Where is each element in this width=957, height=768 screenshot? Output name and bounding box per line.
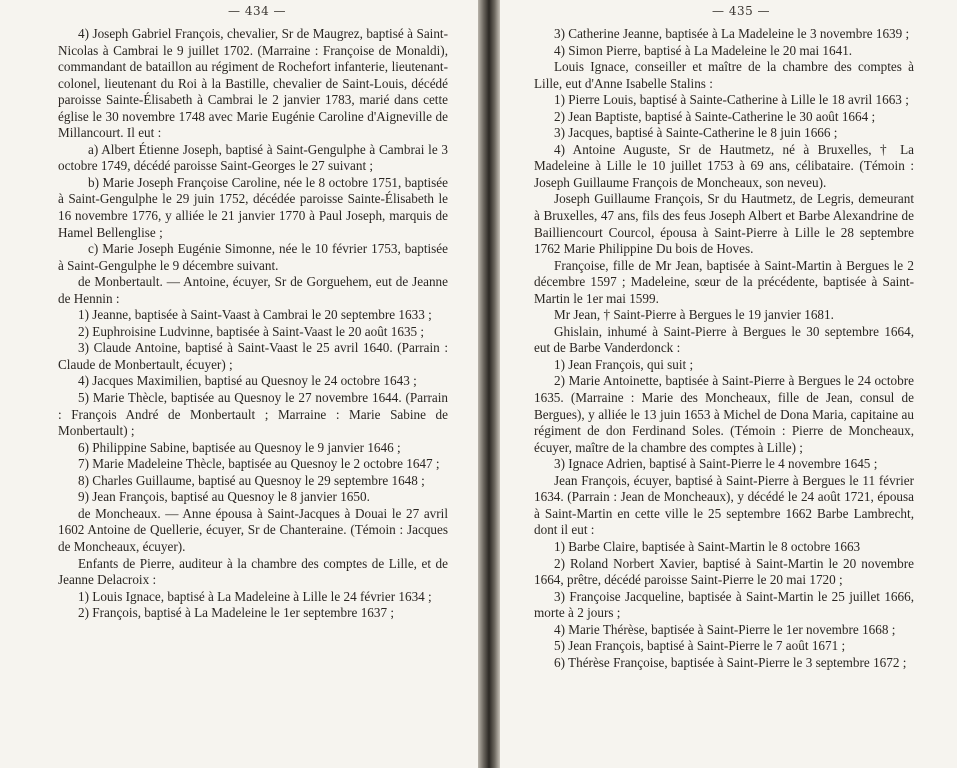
entry-paragraph: 6) Thérèse Françoise, baptisée à Saint-Pierre le 3 septembre 1672 ; (554, 654, 907, 670)
entry-paragraph: 2) François, baptisé à La Madeleine le 1er septembre 1637 ; (78, 605, 395, 621)
entry-paragraph: 1) Louis Ignace, baptisé à La Madeleine à Lille le 24 février 1634 ; (78, 588, 432, 604)
page-number-left: — 434 — (228, 4, 287, 18)
entry-paragraph: 5) Marie Thècle, baptisée au Quesnoy le 27 novembre 1644. (Parrain : François André de Monbertault ; Marraine : Marie Sabine de Monbertault) ; (58, 390, 448, 439)
section-heading-monbertault: de Monbertault. — Antoine, écuyer, Sr de Gorguehem, eut de Jeanne de Hennin : (58, 274, 448, 306)
entry-paragraph: Jean François, écuyer, baptisé à Saint-Pierre à Bergues le 11 février 1634. (Parrain : Jean de Moncheaux), y décédé le 24 août 1721, épousa à Saint-Martin en cette ville le 25 septembre 1662 Barbe Lambrecht, dont il eut : (534, 472, 914, 538)
entry-paragraph: 2) Jean Baptiste, baptisé à Sainte-Catherine le 30 août 1664 ; (554, 108, 876, 124)
entry-paragraph: 5) Jean François, baptisé à Saint-Pierre le 7 août 1671 ; (554, 638, 846, 654)
entry-paragraph: b) Marie Joseph Françoise Caroline, née le 8 octobre 1751, baptisée à Saint-Gengulphe le 29 juin 1752, décédée paroisse Sainte-Élisabeth le 16 novembre 1776, y alliée le 21 janvier 1770 à Paul Joseph, marquis de Hamel Bellenglise ; (58, 174, 448, 240)
entry-paragraph: 3) Jacques, baptisé à Sainte-Catherine le 8 juin 1666 ; (554, 125, 838, 141)
entry-paragraph: 4) Antoine Auguste, Sr de Hautmetz, né à Bruxelles, † La Madeleine à Lille le 10 juillet 1753 à 69 ans, célibataire. (Témoin : Joseph Guillaume François de Moncheaux, son neveu). (534, 141, 914, 190)
entry-paragraph: 3) Catherine Jeanne, baptisée à La Madeleine le 3 novembre 1639 ; (554, 26, 910, 41)
entry-paragraph: 2) Marie Antoinette, baptisée à Saint-Pierre à Bergues le 24 octobre 1635. (Marraine : Marie des Moncheaux, fille de Jean, consul de Bergues), y alliée le 13 juin 1653 à Michel de Dona Maria, capitaine au régiment de don Ferdinand Soles. (Témoin : Pierre de Moncheaux, écuyer, maître de la chambre des comptes à Lille) ; (534, 373, 914, 455)
entry-paragraph: c) Marie Joseph Eugénie Simonne, née le 10 février 1753, baptisée à Saint-Gengulphe le 9 décembre suivant. (58, 241, 448, 273)
entry-paragraph: 1) Barbe Claire, baptisée à Saint-Martin le 8 octobre 1663 (554, 538, 861, 554)
entry-paragraph: 4) Marie Thérèse, baptisée à Saint-Pierre le 1er novembre 1668 ; (554, 621, 896, 637)
page-number-right: — 435 — (712, 4, 771, 18)
entry-paragraph: 4) Simon Pierre, baptisé à La Madeleine le 20 mai 1641. (554, 42, 853, 58)
section-heading-moncheaux: de Moncheaux. — Anne épousa à Saint-Jacques à Douai le 27 avril 1602 Antoine de Quellerie, écuyer, Sr de Chanteraine. (Témoin : Jacques de Moncheaux, écuyer). (58, 505, 448, 554)
entry-paragraph: Ghislain, inhumé à Saint-Pierre à Bergues le 30 septembre 1664, eut de Barbe Vanderdonck : (534, 323, 914, 356)
entry-paragraph: 7) Marie Madeleine Thècle, baptisée au Quesnoy le 2 octobre 1647 ; (78, 456, 440, 472)
book-gutter (478, 0, 500, 768)
entry-paragraph: a) Albert Étienne Joseph, baptisé à Saint-Gengulphe à Cambrai le 3 octobre 1749, décédé paroisse Saint-Georges le 27 suivant ; (58, 141, 448, 174)
entry-paragraph: Louis Ignace, conseiller et maître de la chambre des comptes à Lille, eut d'Anne Isabelle Stalins : (534, 59, 914, 91)
entry-paragraph: 3) Ignace Adrien, baptisé à Saint-Pierre le 4 novembre 1645 ; (554, 456, 878, 472)
entry-paragraph: Joseph Guillaume François, Sr du Hautmetz, de Legris, demeurant à Bruxelles, 47 ans, fils des feus Joseph Albert et Barbe Alexandrine de Bailliencourt Courcol, épousa à Saint-Pierre à Lille le 28 septembre 1762 Marie Philippine Du bois de Hoves. (534, 191, 914, 257)
entry-paragraph: 4) Jacques Maximilien, baptisé au Quesnoy le 24 octobre 1643 ; (78, 373, 417, 389)
entry-paragraph: 3) Françoise Jacqueline, baptisée à Saint-Martin le 25 juillet 1666, morte à 2 jours ; (534, 588, 914, 621)
entry-paragraph: 4) Joseph Gabriel François, chevalier, Sr de Maugrez, baptisé à Saint-Nicolas à Cambrai le 9 juillet 1702. (Marraine : Françoise de Monaldi), commandant de bataillon au régiment de Rochefort infanterie, lieutenant-colonel, lieutenant du Roi à la Bastille, chevalier de Saint-Louis, décédé paroisse Sainte-Élisabeth à Cambrai le 2 janvier 1783, marié dans cette église le 30 novembre 1748 avec Marie Eugénie Caroline d'Aigneville de Millancourt. Il eut : (58, 26, 448, 141)
entry-paragraph: 6) Philippine Sabine, baptisée au Quesnoy le 9 janvier 1646 ; (78, 439, 401, 455)
entry-paragraph: 1) Pierre Louis, baptisé à Sainte-Catherine à Lille le 18 avril 1663 ; (554, 92, 909, 108)
right-page-text (534, 26, 914, 671)
entry-paragraph: 2) Roland Norbert Xavier, baptisé à Saint-Martin le 20 novembre 1664, prêtre, décédé paroisse Saint-Pierre le 20 mai 1720 ; (534, 555, 914, 588)
entry-paragraph: 3) Claude Antoine, baptisé à Saint-Vaast le 25 avril 1640. (Parrain : Claude de Monbertault, écuyer) ; (58, 340, 448, 372)
entry-paragraph: Enfants de Pierre, auditeur à la chambre des comptes de Lille, et de Jeanne Delacroix : (58, 555, 448, 588)
entry-paragraph: 2) Euphroisine Ludvinne, baptisée à Saint-Vaast le 20 août 1635 ; (78, 323, 425, 339)
entry-paragraph: 8) Charles Guillaume, baptisé au Quesnoy le 29 septembre 1648 ; (78, 472, 425, 488)
entry-paragraph: 1) Jeanne, baptisée à Saint-Vaast à Cambrai le 20 septembre 1633 ; (78, 307, 432, 323)
right-page (500, 0, 957, 768)
entry-paragraph: 9) Jean François, baptisé au Quesnoy le 8 janvier 1650. (78, 489, 370, 505)
entry-paragraph: Françoise, fille de Mr Jean, baptisée à Saint-Martin à Bergues le 2 décembre 1597 ; Madeleine, sœur de la précédente, baptisée à Saint-Martin le 1er mai 1599. (534, 257, 914, 306)
entry-paragraph: 1) Jean François, qui suit ; (554, 356, 694, 372)
left-page (0, 0, 478, 768)
left-page-text (58, 26, 448, 622)
entry-paragraph: Mr Jean, † Saint-Pierre à Bergues le 19 janvier 1681. (554, 307, 834, 323)
